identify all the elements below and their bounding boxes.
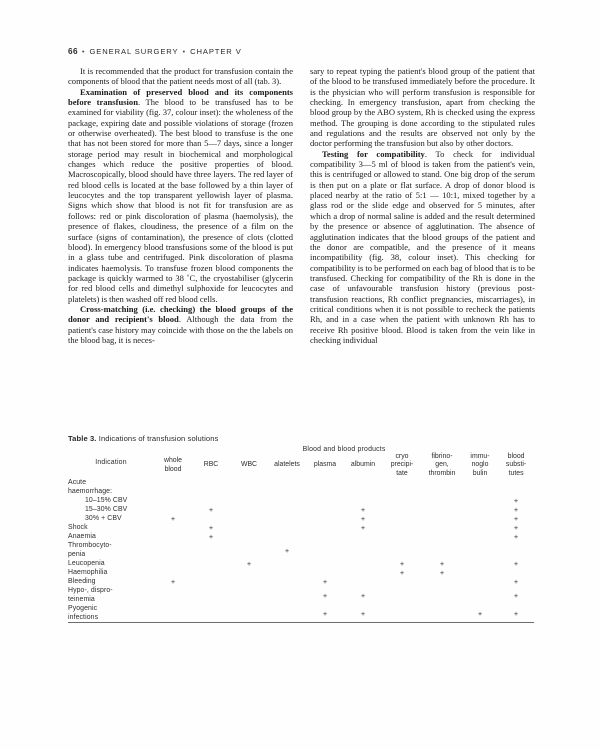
cell-mark — [192, 478, 230, 496]
row-label — [68, 496, 154, 505]
cell-mark — [344, 496, 382, 505]
cell-mark — [268, 514, 306, 523]
cell-mark — [268, 577, 306, 586]
body-columns — [68, 66, 536, 345]
cell-mark — [382, 532, 422, 541]
cell-mark — [192, 577, 230, 586]
cell-mark — [306, 577, 344, 586]
column-header-line: albumin — [350, 461, 376, 469]
row-label — [68, 586, 154, 604]
cell-mark — [382, 496, 422, 505]
cell-mark — [154, 559, 192, 568]
cell-mark — [344, 559, 382, 568]
plus-mark: + — [513, 532, 519, 542]
cell-mark — [462, 478, 498, 496]
table-row — [68, 586, 534, 604]
row-label — [68, 523, 154, 532]
cell-mark — [498, 514, 534, 523]
plus-mark: + — [284, 545, 290, 555]
plus-mark: + — [208, 505, 214, 515]
cell-mark — [462, 532, 498, 541]
cell-mark — [422, 532, 462, 541]
cell-mark — [462, 577, 498, 586]
cell-mark — [462, 568, 498, 577]
table-row — [68, 541, 534, 559]
cell-mark — [306, 478, 344, 496]
column-header-line: precipi- — [390, 461, 414, 469]
cell-mark — [462, 505, 498, 514]
cell-mark — [344, 532, 382, 541]
plus-mark: + — [360, 514, 366, 524]
row-label — [68, 478, 154, 496]
cell-mark — [154, 568, 192, 577]
column-header-line: alatelets — [274, 461, 300, 469]
row-label-line: Anaemia — [68, 533, 96, 541]
paragraph-runin-heading: Testing for compatibility — [322, 148, 425, 159]
column-header-line: plasma — [313, 461, 337, 469]
cell-mark — [230, 523, 268, 532]
cell-mark — [230, 559, 268, 568]
plus-mark: + — [208, 523, 214, 533]
table-body — [68, 478, 534, 623]
column-header-line: tutes — [508, 469, 524, 477]
cell-mark — [230, 586, 268, 604]
cell-mark — [192, 532, 230, 541]
cell-mark — [344, 586, 382, 604]
cell-mark — [268, 478, 306, 496]
plus-mark: + — [246, 559, 252, 569]
row-label-line: Thrombocyto- — [68, 542, 112, 550]
cell-mark — [192, 559, 230, 568]
table-caption — [68, 434, 218, 443]
cell-mark — [344, 568, 382, 577]
table-caption-text: Indications of transfusion solutions — [98, 434, 219, 443]
cell-mark — [382, 577, 422, 586]
row-label — [68, 568, 154, 577]
row-label-line: teinemia — [68, 596, 95, 604]
cell-mark — [154, 505, 192, 514]
cell-mark — [422, 568, 462, 577]
cell-mark — [230, 568, 268, 577]
transfusion-indications-table-wrapper — [68, 446, 534, 623]
column-header-line: whole — [163, 457, 182, 465]
row-label-line: 10–15% CBV — [85, 497, 128, 505]
cell-mark — [154, 586, 192, 604]
book-title: GENERAL SURGERY — [89, 47, 179, 56]
cell-mark — [498, 541, 534, 559]
cell-mark — [422, 577, 462, 586]
plus-mark: + — [513, 523, 519, 533]
cell-mark — [382, 604, 422, 623]
running-head-separator-2: • — [182, 47, 187, 56]
paragraph-runin-heading: Cross-matching (i.e. checking) the blood groups of the donor and recipient's blood — [68, 303, 293, 325]
cell-mark — [382, 523, 422, 532]
cell-mark — [230, 577, 268, 586]
paragraph-text: . The blood to be transfused has to be examined for viability (fig. 37, colour inset): the wholeness of the package, expiring date and possible violations of storage (frozen or otherwise overheated). The best blood to transfuse is the one that has not been stored for more than 5—7 days, since a longer storage period may result in biochemical and morphological changes which reduce the positive properties of blood. Macroscopically, blood should have three layers. The red layer of red blood cells is located at the base followed by a thin layer of leucocytes and the top transparent yellowish layer of plasma. Signs which show that blood is not fit for transfusion are as follows: red or pink discoloration of plasma (haemolysis), the presence of flakes, cloudiness, the presence of a film on the surface (signs of contamination), the presence of clots (clotted blood). In emergency blood transfusions some of the blood is put in a glass tube and centrifuged. Pink discoloration of plasma indicates haemolysis. To transfuse frozen blood components the package is quickly warmed to 38 ˚C, the cryostabiliser (glycerin for red blood cells and dimethyl sulphoxide for leucocytes and platelets) is then washed off red blood cells. — [68, 97, 293, 304]
column-header-2 — [192, 453, 230, 478]
cell-mark — [192, 604, 230, 623]
paragraph — [310, 149, 535, 346]
cell-mark — [192, 541, 230, 559]
table-row — [68, 496, 534, 505]
cell-mark — [462, 586, 498, 604]
cell-mark — [498, 523, 534, 532]
cell-mark — [498, 478, 534, 496]
cell-mark — [306, 532, 344, 541]
cell-mark — [192, 568, 230, 577]
plus-mark: + — [477, 608, 483, 618]
column-header-line: fibrino- — [431, 453, 453, 460]
cell-mark — [192, 586, 230, 604]
row-label-line: Pyogenic — [68, 605, 98, 613]
row-label-line: Hypo-, dispro- — [68, 587, 113, 595]
cell-mark — [344, 514, 382, 523]
plus-mark: + — [322, 577, 328, 587]
cell-mark — [192, 523, 230, 532]
row-label-line: infections — [68, 614, 99, 622]
cell-mark — [382, 568, 422, 577]
cell-mark — [268, 586, 306, 604]
row-label-line: Acute — [68, 479, 87, 487]
cell-mark — [344, 505, 382, 514]
cell-mark — [306, 568, 344, 577]
left-column — [68, 66, 293, 345]
cell-mark — [382, 586, 422, 604]
transfusion-indications-table — [68, 446, 534, 623]
cell-mark — [344, 523, 382, 532]
column-header-6 — [344, 453, 382, 478]
column-header-9 — [462, 453, 498, 478]
cell-mark — [422, 523, 462, 532]
row-label — [68, 559, 154, 568]
column-header-line: RBC — [203, 461, 219, 469]
cell-mark — [154, 604, 192, 623]
cell-mark — [422, 496, 462, 505]
plus-mark: + — [170, 577, 176, 587]
column-header-10 — [498, 453, 534, 478]
cell-mark — [154, 577, 192, 586]
column-header-line: noglo — [471, 461, 489, 469]
cell-mark — [498, 604, 534, 623]
paragraph-text: It is recommended that the product for transfusion contain the components of blood that the patient needs most of all (tab. 3). — [68, 66, 293, 87]
cell-mark — [422, 604, 462, 623]
cell-mark — [154, 514, 192, 523]
right-column — [310, 66, 535, 345]
row-label — [68, 514, 154, 523]
cell-mark — [344, 604, 382, 623]
cell-mark — [306, 523, 344, 532]
plus-mark: + — [170, 514, 176, 524]
table-row — [68, 505, 534, 514]
running-head — [68, 47, 242, 56]
blood-products-group-header: Blood and blood products — [302, 446, 386, 453]
cell-mark — [230, 514, 268, 523]
cell-mark — [154, 541, 192, 559]
cell-mark — [382, 541, 422, 559]
table-head — [68, 446, 534, 478]
table-row — [68, 532, 534, 541]
cell-mark — [192, 496, 230, 505]
paragraph — [68, 87, 293, 304]
row-label — [68, 577, 154, 586]
paragraph-text: sary to repeat typing the patient's blood group of the patient that of the blood to be transfused immediately before the procedure. It is the physician who will perform transfusion is responsible for checking. In emergency transfusion, apart from checking the blood group by the ABO system, Rh is checked using the express method. The grouping is done according to the stipulated rules and regulations and the results are observed not only by the doctor performing the transfusion but also by other doctors. — [310, 66, 535, 149]
plus-mark: + — [360, 608, 366, 618]
row-label-line: Bleeding — [68, 578, 96, 586]
plus-mark: + — [513, 577, 519, 587]
row-label-line: haemorrhage: — [68, 488, 113, 496]
cell-mark — [344, 541, 382, 559]
cell-mark — [462, 496, 498, 505]
cell-mark — [422, 478, 462, 496]
cell-mark — [462, 514, 498, 523]
plus-mark: + — [360, 590, 366, 600]
cell-mark — [230, 604, 268, 623]
paragraph — [68, 304, 293, 345]
plus-mark: + — [208, 532, 214, 542]
cell-mark — [422, 514, 462, 523]
column-header-8 — [422, 453, 462, 478]
cell-mark — [382, 505, 422, 514]
table-group-header-row — [68, 446, 534, 453]
table-row — [68, 523, 534, 532]
cell-mark — [268, 541, 306, 559]
table-caption-label: Table 3. — [68, 434, 97, 443]
cell-mark — [154, 496, 192, 505]
table-row — [68, 568, 534, 577]
paragraph — [68, 66, 293, 87]
cell-mark — [344, 478, 382, 496]
column-header-4 — [268, 453, 306, 478]
column-header-line: thrombin — [428, 469, 456, 477]
chapter-label: CHAPTER V — [190, 47, 242, 56]
cell-mark — [498, 559, 534, 568]
cell-mark — [306, 586, 344, 604]
plus-mark: + — [513, 505, 519, 515]
row-label — [68, 532, 154, 541]
indication-header-cell: Indication — [95, 458, 127, 466]
plus-mark: + — [322, 608, 328, 618]
cell-mark — [230, 541, 268, 559]
plus-mark: + — [513, 514, 519, 524]
plus-mark: + — [439, 559, 445, 569]
row-label — [68, 541, 154, 559]
column-header-line: tate — [396, 469, 408, 477]
table-row — [68, 559, 534, 568]
plus-mark: + — [513, 496, 519, 506]
cell-mark — [382, 478, 422, 496]
cell-mark — [422, 541, 462, 559]
paragraph-text: . Although the data from the patient's case history may coincide with those on the the labels on the blood bag, it is neces- — [68, 314, 293, 345]
cell-mark — [268, 604, 306, 623]
cell-mark — [382, 514, 422, 523]
column-header-line: bulin — [472, 469, 488, 477]
cell-mark — [306, 496, 344, 505]
row-label-line: Haemophilia — [68, 569, 108, 577]
cell-mark — [154, 532, 192, 541]
table-row — [68, 604, 534, 623]
cell-mark — [230, 505, 268, 514]
plus-mark: + — [513, 559, 519, 569]
cell-mark — [382, 559, 422, 568]
paragraph — [310, 66, 535, 149]
cell-mark — [422, 559, 462, 568]
paragraph-runin-heading: Examination of preserved blood and its components before transfusion — [68, 86, 293, 108]
column-header-line: gen, — [435, 461, 449, 469]
cell-mark — [306, 505, 344, 514]
cell-mark — [462, 541, 498, 559]
table-row — [68, 577, 534, 586]
column-header-line: blood — [507, 453, 525, 460]
column-header-line: WBC — [240, 461, 258, 469]
column-header-line: substi- — [505, 461, 527, 469]
plus-mark: + — [439, 568, 445, 578]
plus-mark: + — [399, 568, 405, 578]
column-header-line: blood — [164, 465, 182, 473]
cell-mark — [344, 577, 382, 586]
paragraph-text: . To check for individual compatibility 3—5 ml of blood is taken from the patient's vein, this is centrifuged or allowed to stand. One big drop of the serum is then put on a plate or flat surface. A drop of donor blood is placed nearby at the ratio of 5:1 — 10:1, mixed together by a glass rod or the slide edge and observed for 5 minutes, after which a drop of normal saline is added and the result determined by the presence or absence of agglutination. The absence of agglutination indicates that the blood groups of the patient and the donor are compatible, and the presence of it means incompatibility (fig. 38, colour inset). This checking for compatibility is to be performed on each bag of blood that is to be transfused. Checking for compatibility of the Rh is done in the case of unfavourable transfusion history (previous post-transfusion reactions, Rh conflict pregnancies, miscarriages), in critical conditions when it is not possible to recheck the patients Rh, and in a case when the patient with unknown Rh has to receive Rh positive blood. Blood is taken from the vein like in checking individual — [310, 148, 535, 345]
row-label-line: 30% + CBV — [85, 515, 122, 523]
cell-mark — [154, 478, 192, 496]
cell-mark — [230, 478, 268, 496]
plus-mark: + — [322, 590, 328, 600]
cell-mark — [268, 496, 306, 505]
cell-mark — [498, 577, 534, 586]
cell-mark — [306, 514, 344, 523]
cell-mark — [306, 541, 344, 559]
column-header-7 — [382, 453, 422, 478]
row-label — [68, 505, 154, 514]
cell-mark — [498, 505, 534, 514]
cell-mark — [230, 532, 268, 541]
row-label-line: penia — [68, 551, 86, 559]
cell-mark — [268, 532, 306, 541]
cell-mark — [154, 523, 192, 532]
column-header-1 — [154, 453, 192, 478]
column-header-line: immu- — [470, 453, 490, 460]
row-label-line: Shock — [68, 524, 88, 532]
plus-mark: + — [513, 590, 519, 600]
plus-mark: + — [399, 559, 405, 569]
plus-mark: + — [513, 608, 519, 618]
column-header-5 — [306, 453, 344, 478]
column-header-line: cryo — [395, 453, 409, 460]
cell-mark — [306, 559, 344, 568]
cell-mark — [422, 586, 462, 604]
cell-mark — [498, 568, 534, 577]
cell-mark — [268, 523, 306, 532]
page-number: 66 — [68, 47, 78, 56]
cell-mark — [230, 496, 268, 505]
running-head-separator-1: • — [81, 47, 86, 56]
cell-mark — [268, 568, 306, 577]
table-row — [68, 514, 534, 523]
cell-mark — [462, 559, 498, 568]
cell-mark — [422, 505, 462, 514]
cell-mark — [462, 523, 498, 532]
cell-mark — [306, 604, 344, 623]
cell-mark — [498, 532, 534, 541]
row-label-line: Leucopenia — [68, 560, 105, 568]
cell-mark — [268, 559, 306, 568]
cell-mark — [498, 496, 534, 505]
table-row — [68, 478, 534, 496]
plus-mark: + — [360, 505, 366, 515]
plus-mark: + — [360, 523, 366, 533]
row-label — [68, 604, 154, 623]
column-header-3 — [230, 453, 268, 478]
cell-mark — [192, 514, 230, 523]
cell-mark — [462, 604, 498, 623]
cell-mark — [498, 586, 534, 604]
cell-mark — [268, 505, 306, 514]
row-label-line: 15–30% CBV — [85, 506, 128, 514]
cell-mark — [192, 505, 230, 514]
